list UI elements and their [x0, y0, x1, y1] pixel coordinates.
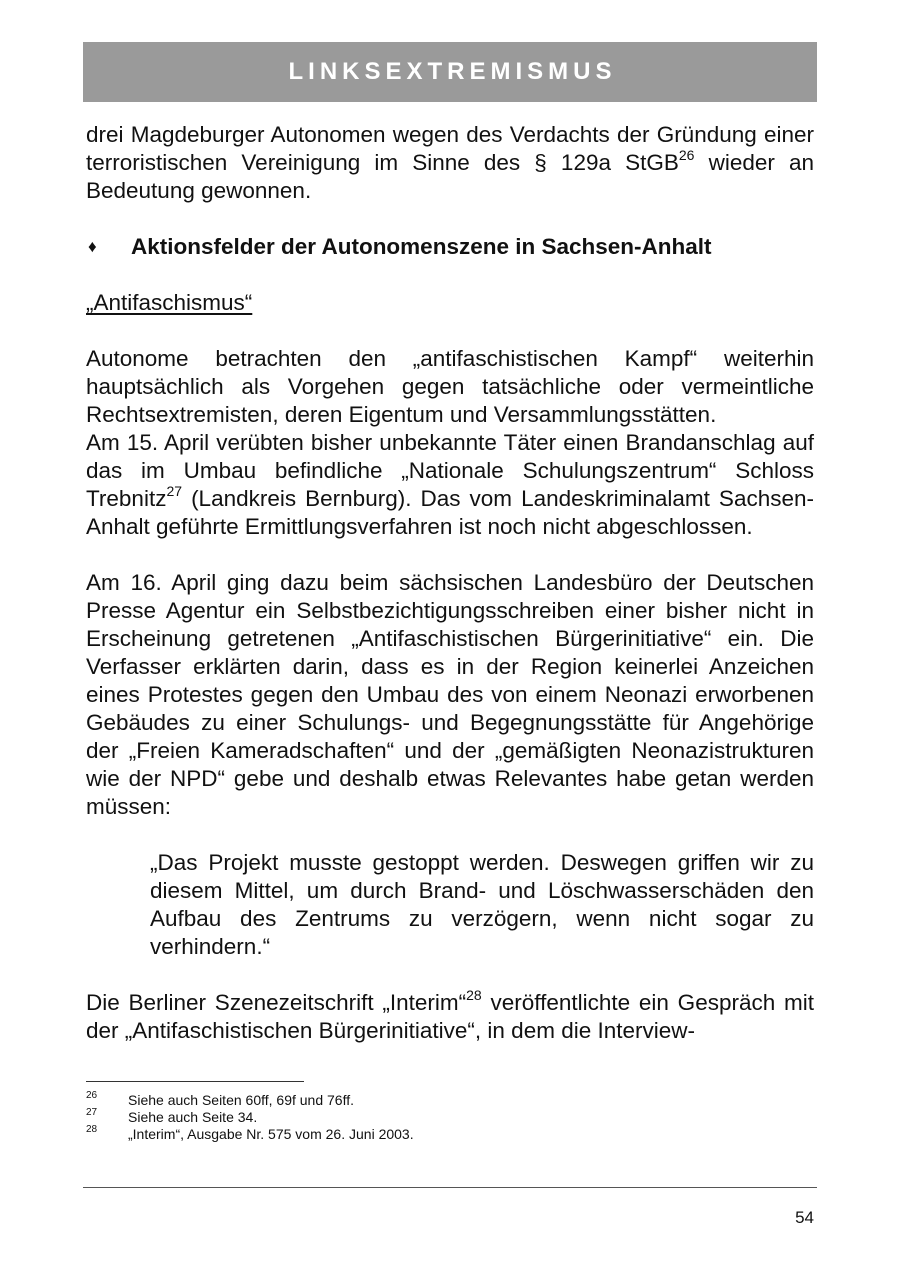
- footnote-divider: [86, 1081, 304, 1082]
- section-heading-text: Aktionsfelder der Autonomenszene in Sachsen-Anhalt: [131, 234, 712, 259]
- diamond-bullet-icon: ♦: [88, 237, 97, 256]
- intro-text: drei Magdeburger Autonomen wegen des Verdachts der Gründung einer terroristischen Vereinigung im Sinne des § 129a StGB: [86, 122, 814, 175]
- intro-paragraph: [86, 121, 814, 205]
- footnote-text: Siehe auch Seiten 60ff, 69f und 76ff.: [128, 1092, 354, 1108]
- footer-divider: [83, 1187, 817, 1188]
- footnote-number: 28: [86, 1124, 98, 1135]
- paragraph-3: Am 16. April ging dazu beim sächsischen Landesbüro der Deutschen Presse Agentur ein Selbstbezichtigungsschreiben einer bisher nicht in Erscheinung getretenen „Antifaschistischen Bürgerinitiative“ ein. Die Verfasser erklärten darin, dass es in der Region keinerlei Anzeichen eines Protestes gegen den Umbau des von einem Neonazi erworbenen Gebäudes zu einer Schulungs- und Begegnungsstätte für Angehörige der „Freien Kameradschaften“ und der „gemäßigten Neonazistrukturen wie der NPD“ gebe und deshalb etwas Relevantes habe getan werden müssen:: [86, 570, 814, 819]
- running-header-title: LINKSEXTREMISMUS: [288, 58, 617, 85]
- section-heading: [86, 233, 814, 261]
- spacer: [86, 317, 814, 345]
- footnote-item: [86, 1109, 686, 1126]
- footnote-ref-28: 28: [466, 986, 482, 1003]
- footnote-item: [86, 1126, 686, 1143]
- paragraph-4: [86, 986, 814, 1045]
- footnote-text: „Interim“, Ausgabe Nr. 575 vom 26. Juni 2003.: [128, 1126, 414, 1142]
- footnotes: [86, 1092, 686, 1143]
- block-quote: „Das Projekt musste gestoppt werden. Deswegen griffen wir zu diesem Mittel, um durch Brand- und Löschwasserschäden den Aufbau des Zentrums zu verzögern, wenn nicht sogar zu verhindern.“: [150, 850, 814, 959]
- subheading-antifaschismus: „Antifaschismus“: [86, 290, 253, 315]
- paragraph-4-text: Die Berliner Szenezeitschrift „Interim“: [86, 990, 467, 1015]
- main-text: [86, 121, 814, 1045]
- footnote-item: [86, 1092, 686, 1109]
- paragraph-4-text-end: veröffentlichte ein Gespräch mit der „Antifaschistischen Bürgerinitiative“, in dem die Interview-: [86, 990, 814, 1043]
- spacer: [86, 961, 814, 989]
- footnote-ref-27: 27: [166, 482, 183, 499]
- page-number: 54: [795, 1208, 814, 1227]
- paragraph-1: Autonome betrachten den „antifaschistischen Kampf“ weiterhin hauptsächlich als Vorgehen gegen tatsächliche oder vermeintliche Rechtsextremisten, deren Eigentum und Versammlungsstätten.: [86, 346, 814, 427]
- paragraph-2: [86, 429, 814, 541]
- footnote-number: 26: [86, 1090, 98, 1101]
- intro-text-end: wieder an Bedeutung gewonnen.: [86, 150, 814, 203]
- paragraph-2-text-end: (Landkreis Bernburg). Das vom Landeskriminalamt Sachsen-Anhalt geführte Ermittlungsverfahren ist noch nicht abgeschlossen.: [86, 486, 814, 539]
- running-header-bar: [83, 42, 817, 102]
- paragraph-2-text: Am 15. April verübten bisher unbekannte Täter einen Brandanschlag auf das im Umbau befindliche „Nationale Schulungszentrum“ Schloss Trebnitz: [86, 430, 814, 511]
- footnote-text: Siehe auch Seite 34.: [128, 1109, 258, 1125]
- spacer: [86, 821, 814, 849]
- spacer: [86, 541, 814, 569]
- footnote-number: 27: [86, 1107, 98, 1118]
- footnote-ref-26: 26: [678, 146, 695, 163]
